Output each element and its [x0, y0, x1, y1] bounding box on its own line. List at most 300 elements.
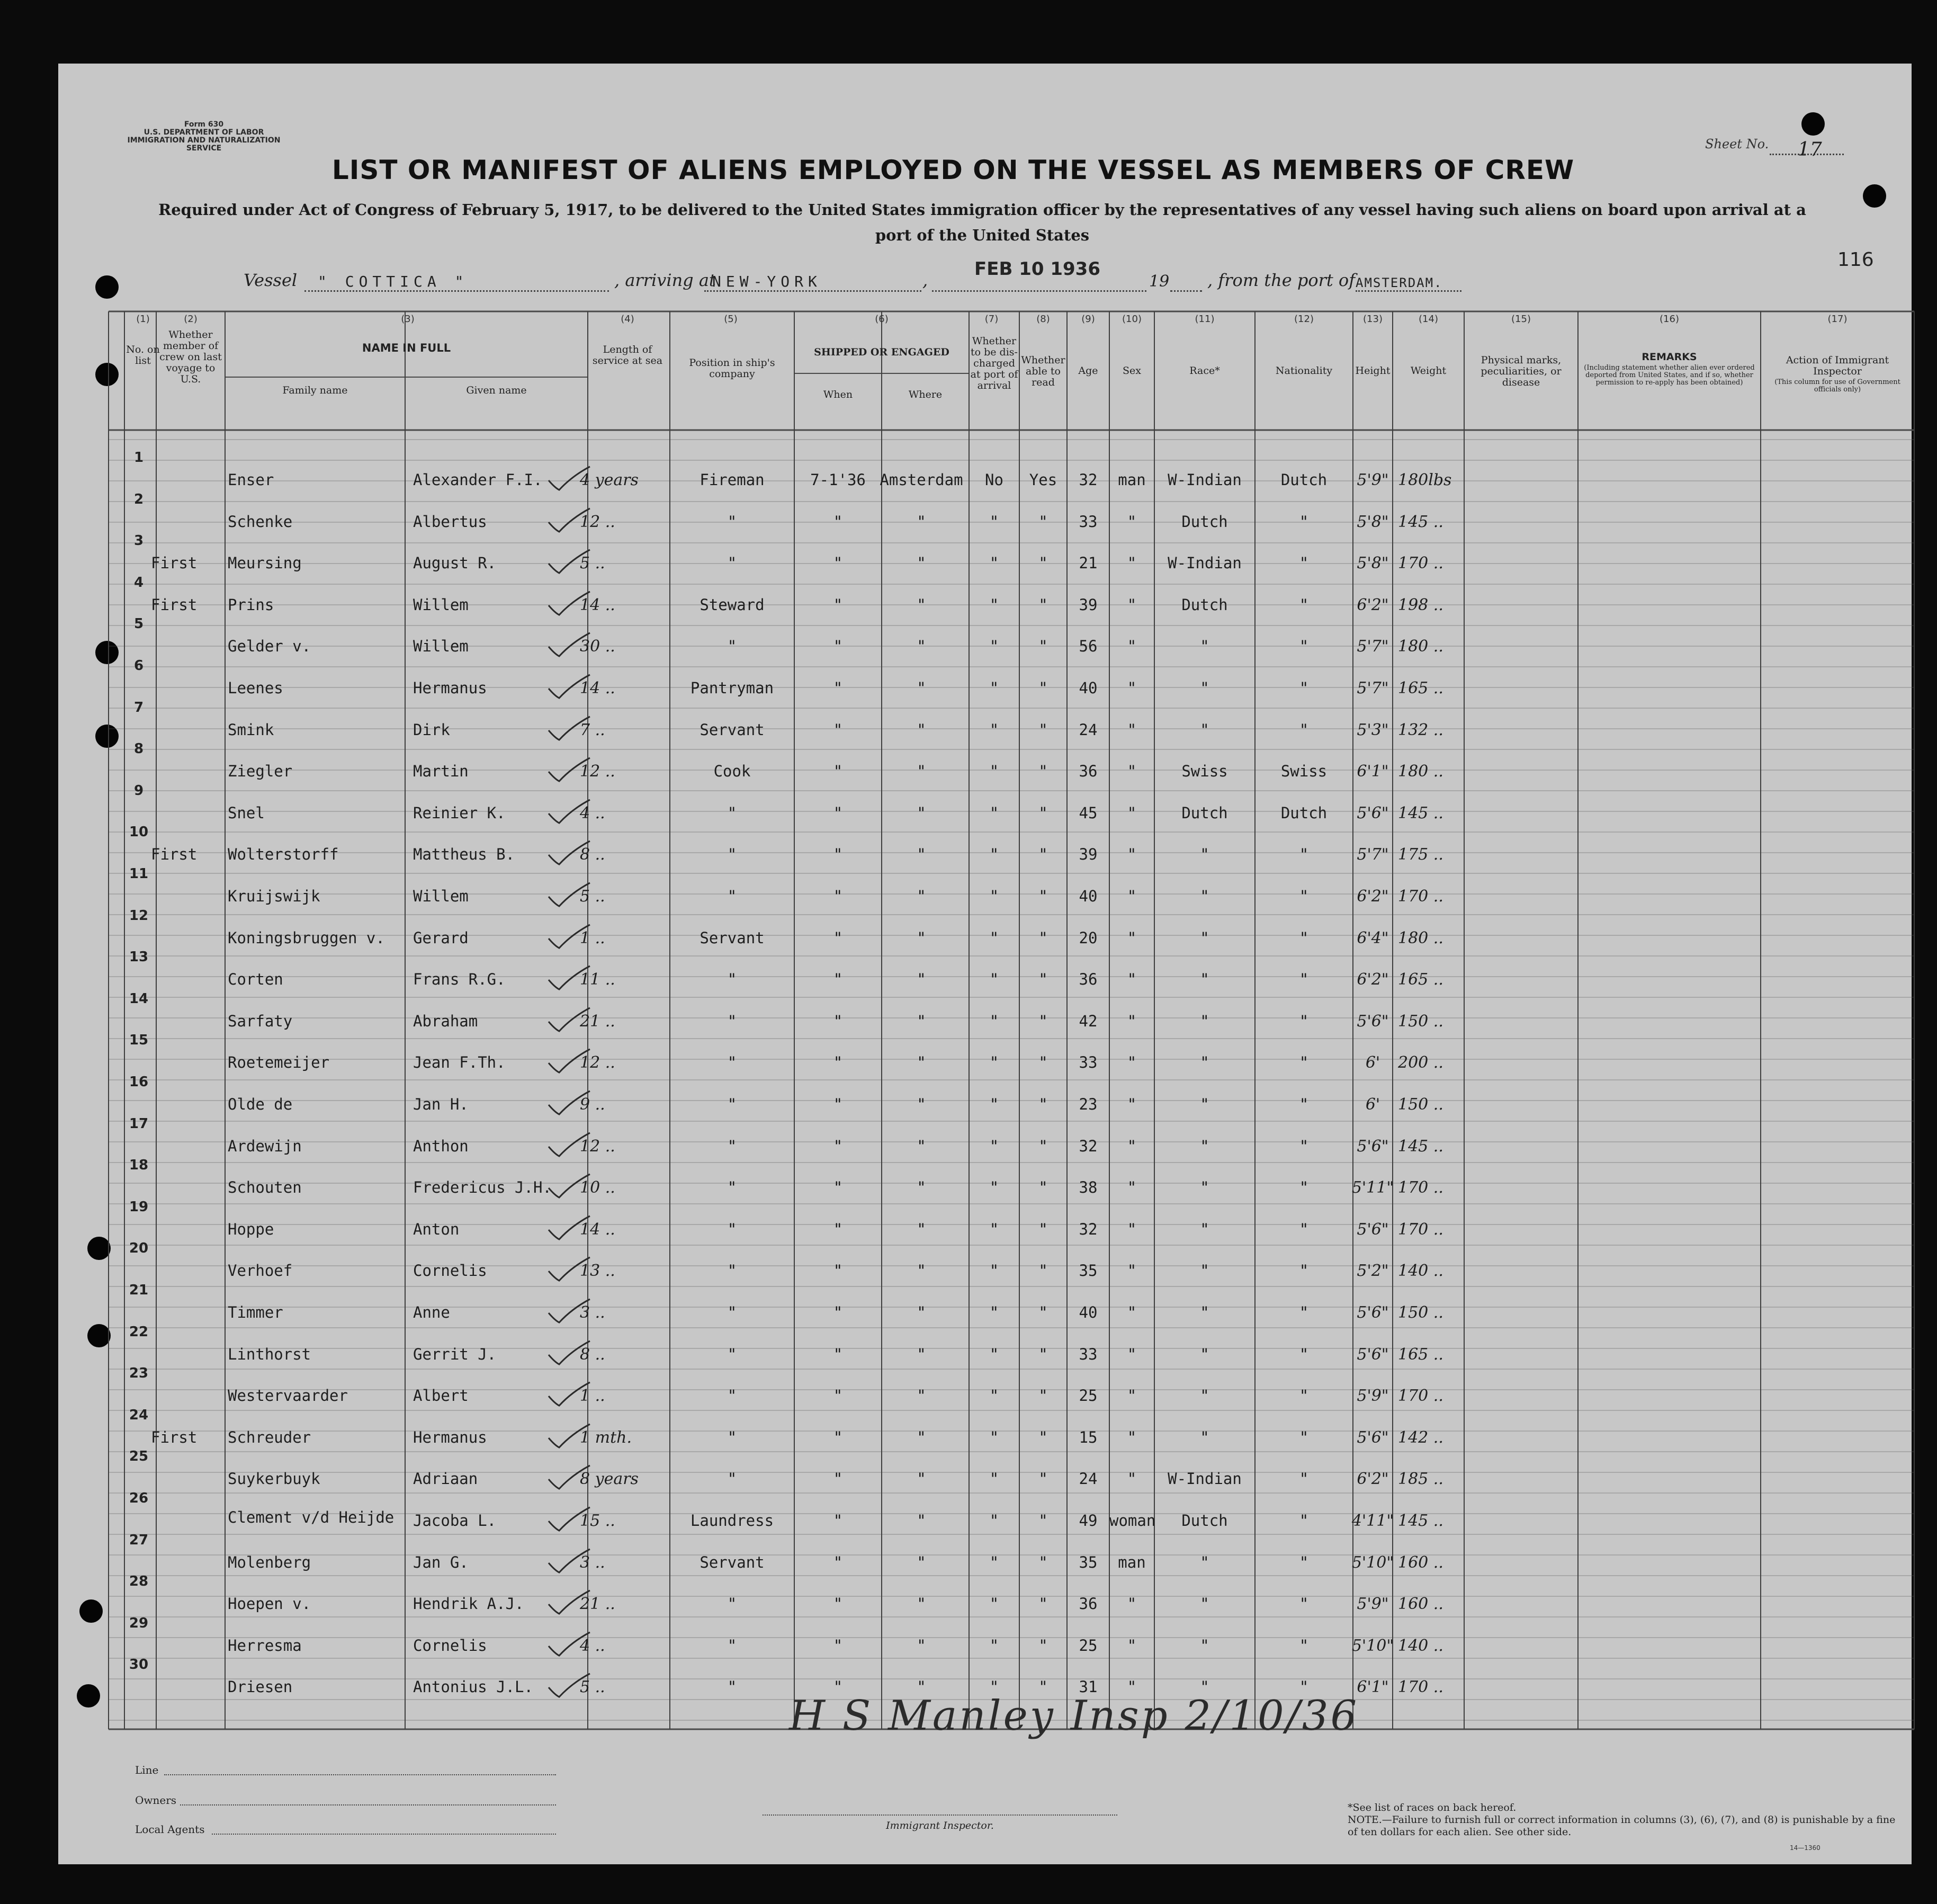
- check-mark-icon: [545, 1006, 593, 1038]
- check-mark-icon: [545, 1422, 593, 1454]
- cell-nationality: ": [1299, 512, 1309, 531]
- cell-where: ": [917, 1012, 926, 1030]
- cell-sex: ": [1127, 1387, 1137, 1405]
- cell-length: 14 ..: [580, 1220, 615, 1239]
- port-of-label: , from the port of: [1207, 270, 1356, 290]
- cell-sex: ": [1127, 637, 1137, 656]
- cell-length: 21 ..: [580, 1595, 615, 1614]
- cell-given: Cornelis: [413, 1262, 487, 1280]
- cell-given: Gerrit J.: [413, 1345, 497, 1363]
- cell-height: 5'6": [1357, 1345, 1389, 1364]
- check-mark-icon: [545, 1047, 593, 1079]
- cell-weight: 142 ..: [1398, 1428, 1443, 1447]
- cell-weight: 132 ..: [1398, 720, 1443, 739]
- cell-weight: 180 ..: [1398, 928, 1443, 947]
- col-header-remarks: REMARKS: [1642, 351, 1697, 363]
- cell-sex: ": [1127, 1428, 1137, 1446]
- cell-sex: ": [1127, 1095, 1137, 1113]
- cell-age: 36: [1079, 762, 1098, 781]
- col-header-action: Action of Immigrant Inspector: [1786, 354, 1889, 377]
- cell-age: 31: [1079, 1678, 1098, 1696]
- cell-age: 39: [1079, 595, 1098, 614]
- cell-age: 38: [1079, 1178, 1098, 1197]
- cell-family: Driesen: [228, 1678, 293, 1696]
- cell-family: Timmer: [228, 1303, 283, 1321]
- cell-family: Westervaarder: [228, 1387, 348, 1405]
- footer-line-label: Line: [135, 1764, 159, 1776]
- col-num: (16): [1660, 314, 1679, 325]
- cell-read: ": [1038, 845, 1048, 864]
- cell-given: Adriaan: [413, 1470, 478, 1488]
- cell-nationality: ": [1299, 970, 1309, 989]
- cell-length: 4 ..: [580, 1636, 605, 1655]
- cell-family: Ziegler: [228, 762, 293, 781]
- cell-height: 5'6": [1357, 803, 1389, 823]
- cell-length: 13 ..: [580, 1262, 615, 1281]
- row-number: 3: [133, 533, 144, 549]
- cell-sex: ": [1127, 1678, 1137, 1696]
- cell-race: ": [1200, 1095, 1209, 1113]
- col-num: (5): [724, 314, 738, 325]
- cell-weight: 145 ..: [1398, 1512, 1443, 1530]
- cell-nationality: ": [1299, 1053, 1309, 1072]
- row-number: 10: [129, 824, 149, 841]
- cell-where: ": [917, 803, 926, 822]
- cell-where: ": [917, 1095, 926, 1113]
- page-number: 116: [1837, 249, 1874, 271]
- cell-when: ": [833, 679, 843, 697]
- footer-print-code: 14—1360: [1790, 1844, 1821, 1852]
- cell-discharged: No: [985, 471, 1003, 489]
- cell-when: ": [833, 1303, 843, 1321]
- cell-nationality: Dutch: [1280, 471, 1328, 489]
- cell-read: ": [1038, 1595, 1048, 1613]
- cell-read: ": [1038, 970, 1048, 989]
- col-header-sex: Sex: [1123, 365, 1141, 377]
- cell-position: ": [727, 1470, 737, 1488]
- cell-position: Cook: [713, 762, 751, 781]
- cell-read: ": [1038, 1220, 1048, 1238]
- cell-when: ": [833, 595, 843, 614]
- cell-weight: 170 ..: [1398, 1387, 1443, 1406]
- cell-when: 7-1'36: [810, 471, 866, 489]
- cell-discharged: ": [989, 1220, 999, 1238]
- cell-given: Anthon: [413, 1137, 469, 1155]
- cell-weight: 150 ..: [1398, 1303, 1443, 1322]
- cell-sex: ": [1127, 595, 1137, 614]
- row-number: 23: [129, 1365, 149, 1382]
- cell-when: ": [833, 1262, 843, 1280]
- cell-position: Servant: [700, 1553, 765, 1571]
- cell-age: 24: [1079, 1470, 1098, 1488]
- cell-length: 7 ..: [580, 720, 605, 739]
- cell-given: Hermanus: [413, 1428, 487, 1446]
- cell-family: Hoppe: [228, 1220, 274, 1238]
- cell-when: ": [833, 720, 843, 739]
- cell-given: August R.: [413, 554, 497, 573]
- cell-when: ": [833, 1428, 843, 1446]
- row-number: 17: [129, 1115, 149, 1132]
- cell-race: Dutch: [1181, 1512, 1228, 1530]
- cell-length: 1 ..: [580, 928, 605, 947]
- cell-family: Wolterstorff: [228, 845, 339, 864]
- departure-port: AMSTERDAM.: [1356, 275, 1443, 290]
- cell-age: 45: [1079, 803, 1098, 822]
- cell-read: ": [1038, 803, 1048, 822]
- cell-age: 35: [1079, 1262, 1098, 1280]
- cell-discharged: ": [989, 1470, 999, 1488]
- cell-discharged: ": [989, 1095, 999, 1113]
- cell-age: 39: [1079, 845, 1098, 864]
- cell-length: 12 ..: [580, 1137, 615, 1156]
- check-mark-icon: [545, 798, 593, 829]
- cell-race: ": [1200, 970, 1209, 989]
- cell-family: Corten: [228, 970, 283, 989]
- check-mark-icon: [545, 1588, 593, 1620]
- cell-given: Gerard: [413, 928, 469, 947]
- cell-where: ": [917, 1303, 926, 1321]
- cell-position: Laundress: [690, 1512, 774, 1530]
- check-mark-icon: [545, 1547, 593, 1579]
- cell-position: ": [727, 1262, 737, 1280]
- cell-discharged: ": [989, 512, 999, 531]
- cell-race: ": [1200, 1595, 1209, 1613]
- cell-race: ": [1200, 845, 1209, 864]
- cell-sex: man: [1118, 1553, 1146, 1571]
- cell-sex: man: [1118, 471, 1146, 489]
- cell-weight: 165 ..: [1398, 679, 1443, 698]
- cell-length: 11 ..: [580, 970, 615, 989]
- check-mark-icon: [545, 631, 593, 663]
- cell-age: 36: [1079, 970, 1098, 989]
- cell-race: Dutch: [1181, 512, 1228, 531]
- cell-given: Jan G.: [413, 1553, 469, 1571]
- comma-1: ,: [922, 270, 928, 290]
- col-header-position: Position in ship's company: [689, 357, 775, 380]
- cell-discharged: ": [989, 595, 999, 614]
- cell-sex: ": [1127, 1470, 1137, 1488]
- cell-age: 56: [1079, 637, 1098, 656]
- cell-sex: ": [1127, 928, 1137, 947]
- cell-length: 10 ..: [580, 1178, 615, 1197]
- vessel-label: Vessel: [244, 270, 298, 290]
- cell-sex: woman: [1109, 1512, 1156, 1530]
- cell-weight: 170 ..: [1398, 1220, 1443, 1239]
- cell-race: ": [1200, 1678, 1209, 1696]
- cell-family: Hoepen v.: [228, 1595, 311, 1613]
- cell-nationality: ": [1299, 845, 1309, 864]
- cell-given: Frans R.G.: [413, 970, 506, 989]
- row-number: 30: [129, 1657, 149, 1673]
- cell-height: 5'7": [1357, 679, 1389, 698]
- cell-weight: 198 ..: [1398, 595, 1443, 614]
- cell-discharged: ": [989, 1345, 999, 1363]
- cell-when: ": [833, 928, 843, 947]
- subtitle-line-2: port of the United States: [875, 226, 1090, 244]
- cell-nationality: ": [1299, 1428, 1309, 1446]
- cell-nationality: ": [1299, 1470, 1309, 1488]
- cell-position: ": [727, 1220, 737, 1238]
- cell-sex: ": [1127, 1053, 1137, 1072]
- row-number: 9: [133, 782, 144, 799]
- cell-family: Herresma: [228, 1636, 302, 1655]
- cell-when: ": [833, 1470, 843, 1488]
- cell-position: ": [727, 1053, 737, 1072]
- check-mark-icon: [545, 1630, 593, 1662]
- check-mark-icon: [545, 714, 593, 746]
- cell-height: 4'11": [1351, 1512, 1394, 1530]
- cell-member: First: [151, 554, 198, 573]
- cell-read: ": [1038, 554, 1048, 573]
- cell-height: 6'1": [1357, 1678, 1389, 1697]
- cell-read: ": [1038, 1470, 1048, 1488]
- cell-race: Dutch: [1181, 803, 1228, 822]
- cell-age: 49: [1079, 1512, 1098, 1530]
- cell-discharged: ": [989, 1636, 999, 1655]
- cell-sex: ": [1127, 1595, 1137, 1613]
- cell-family: Schouten: [228, 1178, 302, 1197]
- cell-sex: ": [1127, 887, 1137, 905]
- cell-weight: 170 ..: [1398, 887, 1443, 906]
- cell-discharged: ": [989, 1387, 999, 1405]
- col-num: (8): [1036, 314, 1050, 325]
- department: U.S. DEPARTMENT OF LABOR: [144, 128, 264, 137]
- cell-position: ": [727, 1595, 737, 1613]
- cell-position: ": [727, 1345, 737, 1363]
- cell-age: 24: [1079, 720, 1098, 739]
- cell-discharged: ": [989, 1595, 999, 1613]
- cell-length: 15 ..: [580, 1512, 615, 1530]
- col-header-no: No. on list: [126, 344, 160, 367]
- arriving-label: , arriving at: [614, 270, 716, 290]
- cell-race: ": [1200, 1345, 1209, 1363]
- cell-when: ": [833, 1053, 843, 1072]
- cell-given: Cornelis: [413, 1636, 487, 1655]
- cell-given: Dirk: [413, 720, 450, 739]
- cell-length: 8 ..: [580, 845, 605, 864]
- vessel-name: " COTTICA ": [318, 273, 469, 290]
- cell-discharged: ": [989, 1428, 999, 1446]
- col-num: (1): [136, 314, 150, 325]
- cell-discharged: ": [989, 1012, 999, 1030]
- col-num: (11): [1195, 314, 1215, 325]
- cell-given: Albertus: [413, 512, 487, 531]
- col-header-height: Height: [1355, 365, 1391, 377]
- cell-given: Fredericus J.H.: [413, 1178, 552, 1197]
- cell-given: Willem: [413, 887, 469, 905]
- cell-weight: 170 ..: [1398, 554, 1443, 573]
- col-num: (10): [1122, 314, 1142, 325]
- cell-where: ": [917, 887, 926, 905]
- cell-nationality: Swiss: [1280, 762, 1328, 781]
- cell-weight: 140 ..: [1398, 1262, 1443, 1281]
- cell-given: Mattheus B.: [413, 845, 515, 864]
- row-number: 22: [129, 1324, 149, 1340]
- cell-weight: 165 ..: [1398, 1345, 1443, 1364]
- row-number: 14: [129, 990, 149, 1007]
- cell-weight: 145 ..: [1398, 803, 1443, 823]
- cell-read: ": [1038, 1428, 1048, 1446]
- col-num: (4): [621, 314, 634, 325]
- cell-race: W-Indian: [1168, 1470, 1242, 1488]
- cell-weight: 165 ..: [1398, 970, 1443, 989]
- cell-position: ": [727, 512, 737, 531]
- cell-where: ": [917, 1387, 926, 1405]
- cell-read: ": [1038, 1137, 1048, 1155]
- cell-age: 23: [1079, 1095, 1098, 1113]
- cell-nationality: ": [1299, 1595, 1309, 1613]
- cell-age: 40: [1079, 1303, 1098, 1321]
- cell-weight: 200 ..: [1398, 1053, 1443, 1072]
- cell-nationality: ": [1299, 1345, 1309, 1363]
- cell-sex: ": [1127, 762, 1137, 781]
- row-number: 7: [133, 699, 144, 716]
- cell-length: 1 mth.: [580, 1428, 632, 1447]
- cell-age: 15: [1079, 1428, 1098, 1446]
- check-mark-icon: [545, 1505, 593, 1537]
- cell-weight: 145 ..: [1398, 512, 1443, 531]
- cell-read: ": [1038, 1553, 1048, 1571]
- col-num: (2): [184, 314, 198, 325]
- cell-discharged: ": [989, 845, 999, 864]
- col-header-read: Whether able to read: [1021, 354, 1065, 388]
- cell-read: ": [1038, 1512, 1048, 1530]
- arrival-port: NEW-YORK: [712, 273, 822, 290]
- cell-discharged: ": [989, 970, 999, 989]
- cell-where: ": [917, 1595, 926, 1613]
- cell-age: 35: [1079, 1553, 1098, 1571]
- cell-given: Antonius J.L.: [413, 1678, 533, 1696]
- cell-when: ": [833, 1012, 843, 1030]
- cell-read: ": [1038, 762, 1048, 781]
- cell-read: ": [1038, 512, 1048, 531]
- cell-age: 32: [1079, 471, 1098, 489]
- row-number: 2: [133, 491, 144, 507]
- cell-when: ": [833, 1178, 843, 1197]
- row-number: 24: [129, 1407, 149, 1423]
- cell-position: ": [727, 1303, 737, 1321]
- cell-height: 5'8": [1357, 554, 1389, 573]
- cell-position: ": [727, 845, 737, 864]
- cell-length: 12 ..: [580, 1053, 615, 1072]
- cell-position: ": [727, 554, 737, 573]
- cell-when: ": [833, 887, 843, 905]
- cell-discharged: ": [989, 1553, 999, 1571]
- cell-age: 42: [1079, 1012, 1098, 1030]
- cell-height: 6': [1365, 1095, 1380, 1114]
- row-number: 21: [129, 1282, 149, 1298]
- cell-read: ": [1038, 1387, 1048, 1405]
- col-header-when: When: [823, 389, 853, 400]
- cell-family: Kruijswijk: [228, 887, 320, 905]
- cell-age: 33: [1079, 1053, 1098, 1072]
- cell-nationality: ": [1299, 1512, 1309, 1530]
- cell-where: ": [917, 970, 926, 989]
- cell-nationality: ": [1299, 554, 1309, 573]
- cell-race: ": [1200, 1012, 1209, 1030]
- sheet-number-label: Sheet No.: [1705, 137, 1769, 151]
- footer-races-note: *See list of races on back hereof.: [1348, 1802, 1517, 1813]
- cell-family: Gelder v.: [228, 637, 311, 656]
- cell-length: 5 ..: [580, 887, 605, 906]
- col-header-weight: Weight: [1410, 365, 1447, 377]
- col-header-discharged: Whether to be dis-charged at port of arrival: [970, 335, 1018, 391]
- cell-race: ": [1200, 928, 1209, 947]
- check-mark-icon: [545, 756, 593, 788]
- cell-where: ": [917, 1137, 926, 1155]
- row-number: 28: [129, 1574, 149, 1590]
- cell-height: 5'3": [1357, 720, 1389, 739]
- check-mark-icon: [545, 464, 593, 496]
- cell-sex: ": [1127, 1137, 1137, 1155]
- cell-weight: 175 ..: [1398, 845, 1443, 864]
- cell-discharged: ": [989, 928, 999, 947]
- cell-height: 6'1": [1357, 762, 1389, 781]
- col-header-remarks-note: (Including statement whether alien ever ordered deported from United States, and if so, whether permission to re-apply has been obtained): [1584, 364, 1755, 387]
- cell-family: Koningsbruggen v.: [228, 928, 385, 947]
- col-num: (12): [1294, 314, 1314, 325]
- cell-age: 25: [1079, 1387, 1098, 1405]
- cell-read: ": [1038, 1262, 1048, 1280]
- cell-where: ": [917, 1636, 926, 1655]
- row-number: 5: [133, 616, 144, 632]
- footer-penalty-note: NOTE.—Failure to furnish full or correct information in columns (3), (6), (7), and (8) is punishable by a fine of ten dollars for each alien. See other side.: [1348, 1814, 1896, 1838]
- cell-where: ": [917, 595, 926, 614]
- cell-height: 5'6": [1357, 1303, 1389, 1322]
- cell-length: 8 ..: [580, 1345, 605, 1364]
- cell-discharged: ": [989, 1178, 999, 1197]
- cell-weight: 170 ..: [1398, 1178, 1443, 1197]
- cell-discharged: ": [989, 679, 999, 697]
- cell-read: ": [1038, 1178, 1048, 1197]
- cell-length: 12 ..: [580, 512, 615, 531]
- cell-position: ": [727, 803, 737, 822]
- cell-nationality: ": [1299, 1553, 1309, 1571]
- cell-nationality: ": [1299, 1178, 1309, 1197]
- cell-height: 5'10": [1351, 1553, 1394, 1572]
- cell-given: Alexander F.I.: [413, 471, 543, 489]
- cell-weight: 140 ..: [1398, 1636, 1443, 1655]
- cell-when: ": [833, 1345, 843, 1363]
- cell-sex: ": [1127, 845, 1137, 864]
- cell-nationality: ": [1299, 1303, 1309, 1321]
- cell-position: Servant: [700, 928, 765, 947]
- sheet-number-value: 17: [1798, 139, 1822, 160]
- cell-race: ": [1200, 1387, 1209, 1405]
- col-num: (15): [1511, 314, 1531, 325]
- cell-length: 5 ..: [580, 1678, 605, 1697]
- check-mark-icon: [545, 589, 593, 621]
- row-number: 26: [129, 1490, 149, 1506]
- cell-race: ": [1200, 1303, 1209, 1321]
- cell-when: ": [833, 1636, 843, 1655]
- col-header-member: Whether member of crew on last voyage to U.S.: [159, 329, 222, 385]
- cell-family: Sarfaty: [228, 1012, 293, 1030]
- col-num: (13): [1363, 314, 1383, 325]
- cell-where: ": [917, 637, 926, 656]
- cell-height: 6'2": [1357, 970, 1389, 989]
- cell-discharged: ": [989, 803, 999, 822]
- cell-sex: ": [1127, 1012, 1137, 1030]
- cell-length: 21 ..: [580, 1012, 615, 1031]
- cell-given: Reinier K.: [413, 803, 506, 822]
- row-number: 13: [129, 949, 149, 966]
- cell-nationality: Dutch: [1280, 803, 1328, 822]
- row-number: 15: [129, 1032, 149, 1049]
- cell-family: Suykerbuyk: [228, 1470, 320, 1488]
- page-title: LIST OR MANIFEST OF ALIENS EMPLOYED ON THE VESSEL AS MEMBERS OF CREW: [331, 155, 1575, 185]
- cell-sex: ": [1127, 1262, 1137, 1280]
